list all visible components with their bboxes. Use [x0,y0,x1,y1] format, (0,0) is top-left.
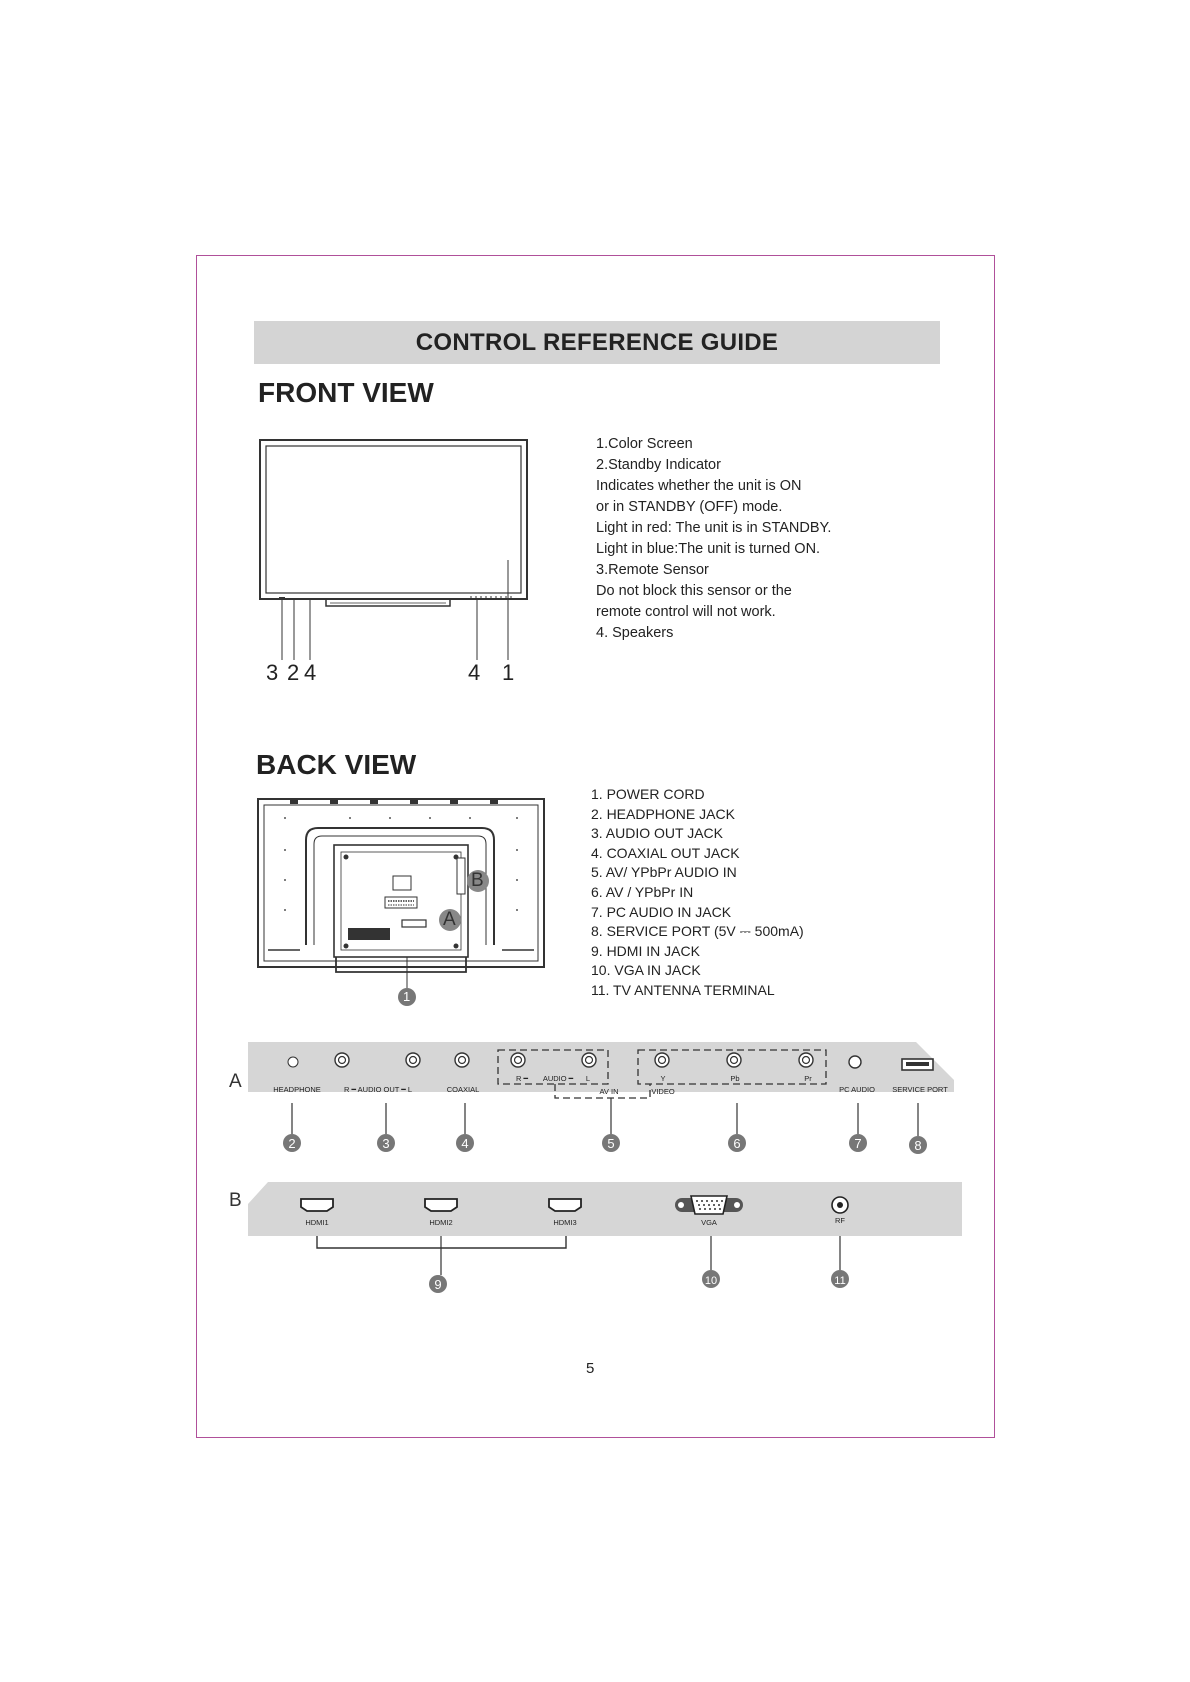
label-audio-out: R ━ AUDIO OUT ━ L [343,1085,413,1094]
page-title: CONTROL REFERENCE GUIDE [254,321,940,364]
desc-line: 3. AUDIO OUT JACK [591,825,723,842]
desc-line: 1.Color Screen [596,436,693,452]
label-hdmi1: HDMI1 [305,1218,329,1227]
label-hdmi2: HDMI2 [429,1218,453,1227]
label-audio: AUDIO ━ [542,1074,574,1083]
marker-a: A [443,909,456,930]
label-pb: Pb [730,1074,740,1083]
badge-5: 5 [607,1136,615,1151]
desc-line: 2. HEADPHONE JACK [591,805,735,822]
marker-power-cord: 1 [403,989,411,1004]
desc-line: 9. HDMI IN JACK [591,942,700,959]
desc-line: 3.Remote Sensor [596,562,709,578]
badge-11: 11 [834,1275,846,1287]
front-callout-3: 3 [266,660,279,685]
label-y: Y [660,1074,666,1083]
label-service-port: SERVICE PORT [892,1085,948,1094]
label-coaxial: COAXIAL [446,1085,480,1094]
panel-a-letter: A [229,1071,242,1092]
desc-line: 6. AV / YPbPr IN [591,883,694,900]
label-vga: VGA [701,1218,717,1227]
desc-line: 11. TV ANTENNA TERMINAL [591,981,775,998]
label-video: VIDEO [651,1087,675,1096]
marker-b: B [471,870,484,891]
page-number: 5 [586,1360,595,1377]
desc-line: Light in red: The unit is in STANDBY. [596,520,832,536]
desc-line: remote control will not work. [596,604,776,620]
front-callout-2: 2 [287,660,300,685]
front-callout-4b: 4 [468,660,481,685]
desc-line: 1. POWER CORD [591,786,705,802]
badge-3: 3 [382,1136,390,1151]
back-view-title: BACK VIEW [256,749,417,780]
badge-4: 4 [461,1136,469,1151]
front-view-title: FRONT VIEW [258,377,434,408]
label-pr: Pr [804,1074,812,1083]
badge-8: 8 [914,1138,922,1153]
badge-9: 9 [434,1277,442,1292]
front-callout-4a: 4 [304,660,317,685]
desc-line: 8. SERVICE PORT (5V ⎓ 500mA) [591,923,804,940]
desc-line: or in STANDBY (OFF) mode. [596,499,783,515]
badge-10: 10 [704,1275,718,1287]
badge-7: 7 [854,1136,862,1151]
desc-line: 10. VGA IN JACK [591,962,701,979]
desc-line: 7. PC AUDIO IN JACK [591,903,732,920]
label-headphone: HEADPHONE [273,1085,321,1094]
label-pc-audio: PC AUDIO [839,1085,875,1094]
label-hdmi3: HDMI3 [553,1218,577,1227]
desc-line: 4. Speakers [596,625,674,641]
label-l: L [585,1074,591,1083]
desc-line: Do not block this sensor or the [596,583,792,599]
front-callout-1: 1 [502,660,515,685]
badge-6: 6 [733,1136,741,1151]
desc-line: Light in blue:The unit is turned ON. [596,541,821,557]
panel-b-letter: B [229,1190,242,1211]
label-av-in: AV IN [599,1087,619,1096]
label-rf: RF [835,1216,845,1225]
badge-2: 2 [288,1136,296,1151]
label-r: R ━ [515,1074,529,1083]
desc-line: 4. COAXIAL OUT JACK [591,844,740,861]
desc-line: 5. AV/ YPbPr AUDIO IN [591,864,737,881]
desc-line: Indicates whether the unit is ON [596,478,802,494]
desc-line: 2.Standby Indicator [596,457,721,473]
